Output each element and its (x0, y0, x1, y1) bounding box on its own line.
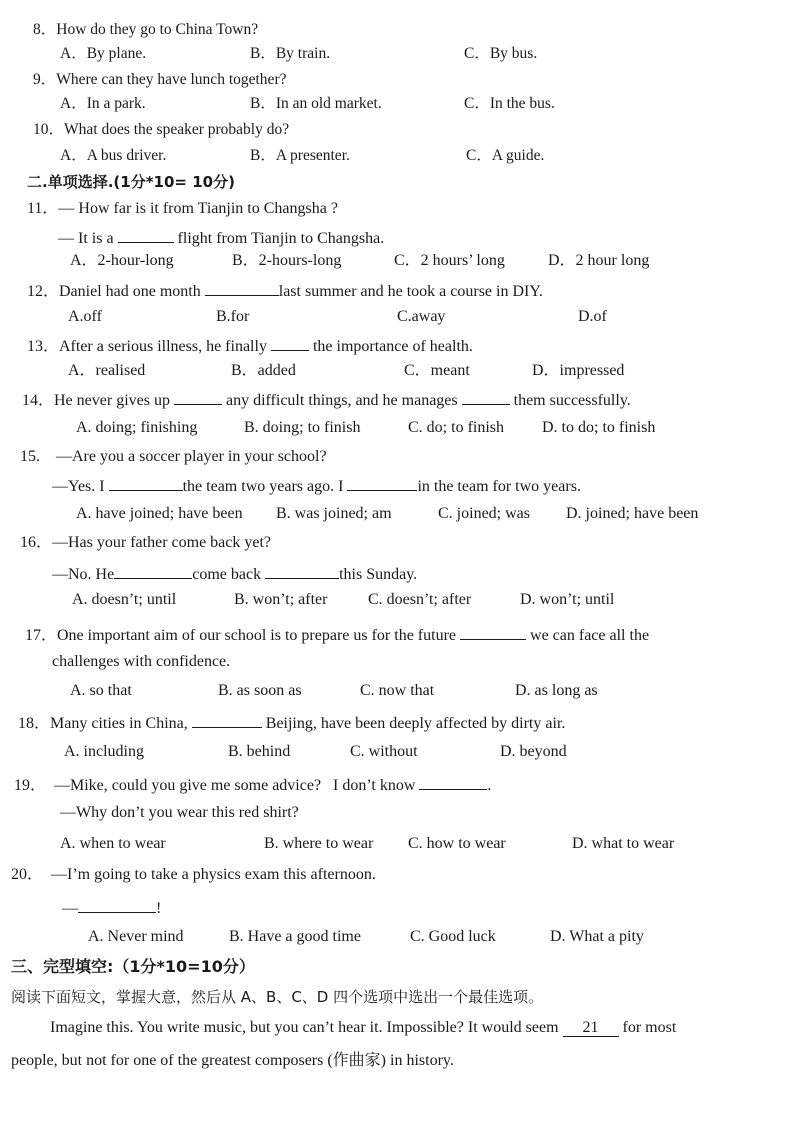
q17-option-b: B. as soon as (218, 682, 302, 699)
q19-text-a: 19． —Mike, could you give me some advice? I don’t know (14, 777, 416, 794)
q13-blank (271, 336, 309, 351)
question-11: 11．— How far is it from Tianjin to Changsha ? (27, 200, 338, 217)
question-14 (22, 390, 631, 409)
q11-blank (118, 228, 174, 243)
question-15: 15. —Are you a soccer player in your school? (20, 448, 327, 465)
q18-blank (192, 713, 262, 728)
q13-text-a: 13．After a serious illness, he finally (27, 338, 267, 355)
q15-text-c: in the team for two years. (417, 478, 581, 495)
q16-text-b: come back (192, 566, 262, 583)
q20-text-b: ! (156, 900, 162, 917)
q14-blank-1 (174, 390, 222, 405)
q11-option-a: A．2-hour-long (70, 252, 174, 269)
q10-option-b: B．A presenter. (250, 147, 350, 164)
q17-option-d: D. as long as (515, 682, 598, 699)
q19-option-a: A. when to wear (60, 835, 166, 852)
q15-line-2 (52, 476, 581, 495)
q16-option-d: D. won’t; until (520, 591, 615, 608)
q11-text-a: — It is a (58, 230, 114, 247)
q14-text-a: 14．He never gives up (22, 392, 170, 409)
q19-option-c: C. how to wear (408, 835, 506, 852)
q18-option-c: C. without (350, 743, 418, 760)
q11-option-b: B．2-hours-long (232, 252, 342, 269)
q15-option-c: C. joined; was (438, 505, 530, 522)
q12-blank (205, 281, 279, 296)
q20-option-a: A. Never mind (88, 928, 184, 945)
q19-text-b: . (487, 777, 492, 794)
q17-text-b: we can face all the (530, 627, 650, 644)
question-12 (27, 281, 543, 300)
q13-text-b: the importance of health. (312, 338, 473, 355)
q15-text-a: —Yes. I (52, 478, 105, 495)
q12-option-b: B.for (216, 308, 250, 325)
q13-option-d: D．impressed (532, 362, 625, 379)
q10-option-c: C．A guide. (466, 147, 545, 164)
q19-option-b: B. where to wear (264, 835, 374, 852)
q9-option-b: B．In an old market. (250, 95, 382, 112)
q8-option-b: B．By train. (250, 45, 331, 62)
q17-option-c: C. now that (360, 682, 435, 699)
q20-option-b: B. Have a good time (229, 928, 361, 945)
q16-text-a: —No. He (52, 566, 115, 583)
q17-line-2: challenges with confidence. (52, 653, 231, 670)
q18-option-a: A. including (64, 743, 144, 760)
question-17 (25, 625, 649, 644)
q11-text-b: flight from Tianjin to Changsha. (177, 230, 385, 247)
q19-line-2: —Why don’t you wear this red shirt? (60, 804, 299, 821)
q16-option-c: C. doesn’t; after (368, 591, 472, 608)
question-19 (14, 775, 491, 794)
q15-blank-1 (109, 476, 183, 491)
q17-blank (460, 625, 526, 640)
q14-option-c: C. do; to finish (408, 419, 505, 436)
q11-line-2 (58, 228, 384, 247)
q20-blank (78, 898, 156, 913)
q10-option-a: A．A bus driver. (60, 147, 167, 164)
q20-text-a: — (62, 900, 78, 917)
q16-blank-1 (114, 564, 192, 579)
q12-option-d: D.of (578, 308, 607, 325)
q14-text-c: them successfully. (513, 392, 631, 409)
passage-line-2: people, but not for one of the greatest composers (作曲家) in history. (11, 1052, 454, 1069)
passage-blank-21: 21 (563, 1020, 619, 1037)
q8-option-c: C．By bus. (464, 45, 538, 62)
q12-option-c: C.away (397, 308, 446, 325)
question-18 (18, 713, 565, 732)
q17-text-a: 17．One important aim of our school is to prepare us for the future (25, 627, 457, 644)
q16-blank-2 (265, 564, 339, 579)
q20-line-2 (62, 898, 161, 917)
q18-option-b: B. behind (228, 743, 291, 760)
q16-text-c: this Sunday. (339, 566, 418, 583)
section-3-title: 三、完型填空:（1分*10=10分） (11, 957, 255, 976)
q15-option-b: B. was joined; am (276, 505, 392, 522)
q15-option-a: A. have joined; have been (76, 505, 243, 522)
q14-option-b: B. doing; to finish (244, 419, 361, 436)
q14-option-d: D. to do; to finish (542, 419, 656, 436)
q12-text-a: 12．Daniel had one month (27, 283, 201, 300)
passage-line-1 (50, 1020, 676, 1037)
q18-text-a: 18．Many cities in China, (18, 715, 188, 732)
passage-text-a: Imagine this. You write music, but you can’t hear it. Impossible? It would seem (50, 1019, 559, 1036)
question-8: 8．How do they go to China Town? (33, 21, 259, 38)
q9-option-a: A．In a park. (60, 95, 146, 112)
q20-option-d: D. What a pity (550, 928, 644, 945)
q15-text-b: the team two years ago. I (182, 478, 344, 495)
q13-option-a: A．realised (68, 362, 146, 379)
q18-option-d: D. beyond (500, 743, 567, 760)
q8-option-a: A．By plane. (60, 45, 147, 62)
q13-option-c: C．meant (404, 362, 470, 379)
q11-option-d: D．2 hour long (548, 252, 650, 269)
q16-line-2 (52, 564, 417, 583)
question-16: 16．—Has your father come back yet? (20, 534, 272, 551)
q19-blank (419, 775, 487, 790)
q14-blank-2 (462, 390, 510, 405)
q20-option-c: C. Good luck (410, 928, 496, 945)
question-20: 20． —I’m going to take a physics exam this afternoon. (11, 866, 376, 883)
q16-option-b: B. won’t; after (234, 591, 328, 608)
q19-option-d: D. what to wear (572, 835, 675, 852)
q13-option-b: B．added (231, 362, 296, 379)
q12-option-a: A.off (68, 308, 102, 325)
q9-option-c: C．In the bus. (464, 95, 555, 112)
question-13 (27, 336, 473, 355)
q16-option-a: A. doesn’t; until (72, 591, 177, 608)
section-3-instruction: 阅读下面短文，掌握大意，然后从 A、B、C、D 四个选项中选出一个最佳选项。 (11, 988, 544, 1006)
question-10: 10．What does the speaker probably do? (33, 121, 290, 138)
q15-option-d: D. joined; have been (566, 505, 699, 522)
q11-option-c: C．2 hours’ long (394, 252, 505, 269)
q17-option-a: A. so that (70, 682, 132, 699)
q15-blank-2 (347, 476, 417, 491)
q14-text-b: any difficult things, and he manages (225, 392, 458, 409)
q12-text-b: last summer and he took a course in DIY. (278, 283, 543, 300)
passage-text-b: for most (622, 1019, 677, 1036)
q18-text-b: Beijing, have been deeply affected by dirty air. (265, 715, 566, 732)
q14-option-a: A. doing; finishing (76, 419, 198, 436)
question-9: 9．Where can they have lunch together? (33, 71, 287, 88)
section-2-title: 二.单项选择.(1分*10= 10分) (27, 173, 235, 191)
